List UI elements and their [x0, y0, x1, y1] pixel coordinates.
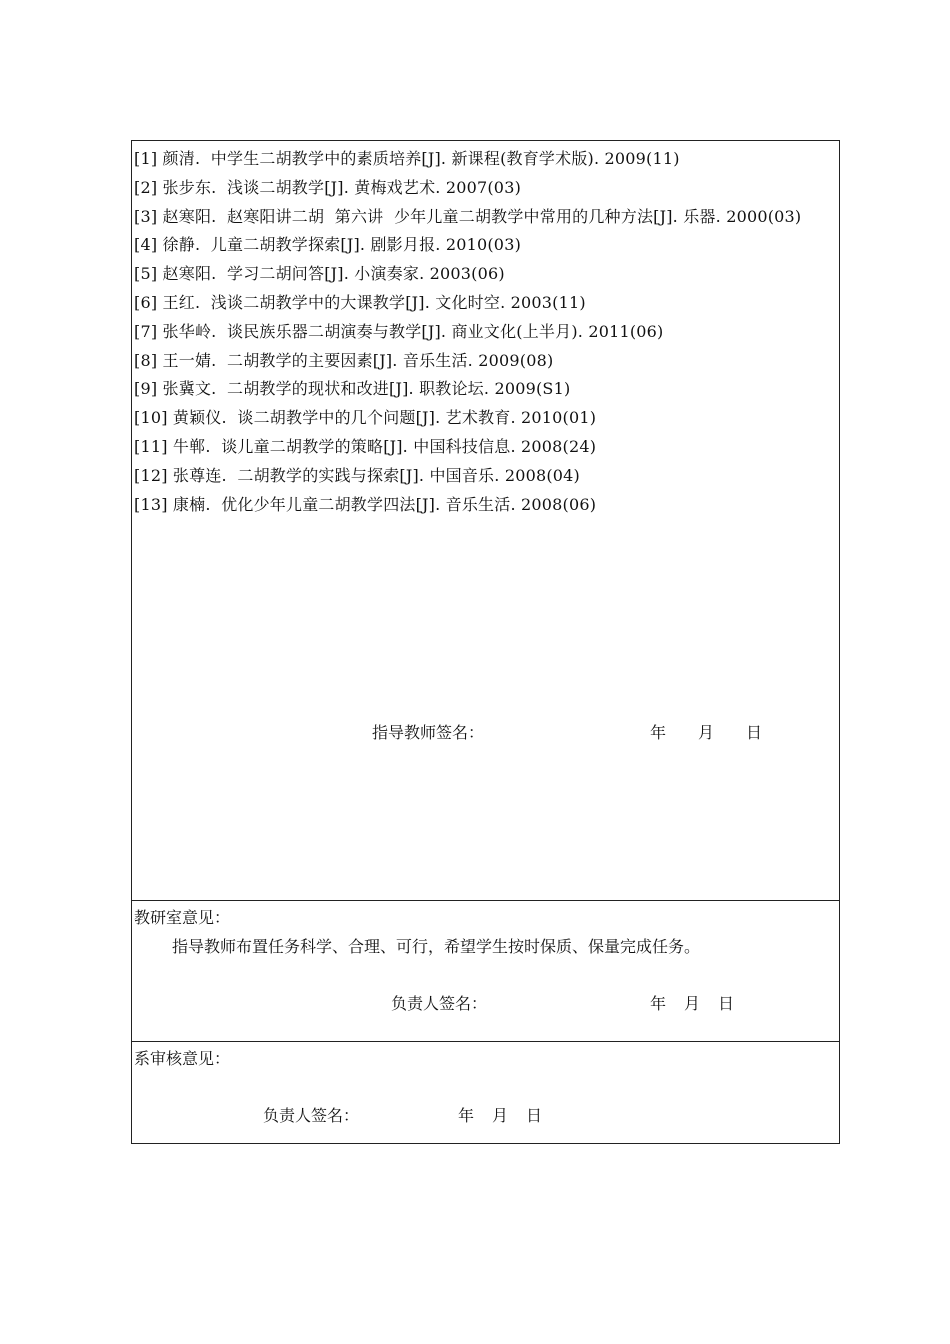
- task-form-table: [131, 140, 840, 1144]
- faculty-review-section: [132, 1042, 839, 1143]
- reference-item: [1] 颜清. 中学生二胡教学中的素质培养[J]. 新课程(教育学术版). 2009(11): [134, 149, 680, 168]
- reference-item: [6] 王红. 浅谈二胡教学中的大课教学[J]. 文化时空. 2003(11): [134, 292, 586, 312]
- faculty-date-day: 日: [526, 1106, 543, 1125]
- advisor-signature-label: 指导教师签名：: [372, 723, 485, 742]
- department-signature-label: 负责人签名：: [391, 994, 488, 1013]
- department-date-month: 月: [684, 994, 701, 1013]
- references-section: [132, 141, 839, 901]
- reference-item: [2] 张步东. 浅谈二胡教学[J]. 黄梅戏艺术. 2007(03): [134, 177, 522, 197]
- advisor-date-year: 年: [650, 723, 667, 742]
- reference-item: [7] 张华岭. 谈民族乐器二胡演奏与教学[J]. 商业文化(上半月). 2011(06): [134, 321, 664, 341]
- reference-item: [4] 徐静. 儿童二胡教学探索[J]. 剧影月报. 2010(03): [134, 235, 522, 255]
- faculty-review-heading: 系审核意见：: [134, 1049, 231, 1068]
- department-opinion-text: 指导教师布置任务科学、合理、可行，希望学生按时保质、保量完成任务。: [172, 937, 701, 956]
- reference-item: [10] 黄颖仪. 谈二胡教学中的几个问题[J]. 艺术教育. 2010(01): [134, 408, 597, 428]
- reference-item: [3] 赵寒阳. 赵寒阳讲二胡 第六讲 少年儿童二胡教学中常用的几种方法[J]. 乐器. 2000(03): [134, 206, 802, 226]
- advisor-date-day: 日: [746, 723, 763, 742]
- reference-item: [9] 张冀文. 二胡教学的现状和改进[J]. 职教论坛. 2009(S1): [134, 379, 571, 399]
- advisor-date-month: 月: [698, 723, 715, 742]
- faculty-date-year: 年: [458, 1106, 475, 1125]
- reference-item: [13] 康楠. 优化少年儿童二胡教学四法[J]. 音乐生活. 2008(06): [134, 494, 597, 514]
- faculty-date-month: 月: [492, 1106, 509, 1125]
- reference-item: [5] 赵寒阳. 学习二胡问答[J]. 小演奏家. 2003(06): [134, 264, 505, 284]
- reference-list: [132, 141, 839, 519]
- reference-item: [11] 牛郸. 谈儿童二胡教学的策略[J]. 中国科技信息. 2008(24): [134, 436, 597, 456]
- faculty-signature-label: 负责人签名：: [263, 1106, 360, 1125]
- department-opinion-heading: 教研室意见：: [134, 908, 231, 927]
- department-opinion-section: [132, 901, 839, 1042]
- reference-item: [12] 张尊连. 二胡教学的实践与探索[J]. 中国音乐. 2008(04): [134, 465, 580, 485]
- department-date-year: 年: [650, 994, 667, 1013]
- department-date-day: 日: [718, 994, 735, 1013]
- reference-item: [8] 王一婧. 二胡教学的主要因素[J]. 音乐生活. 2009(08): [134, 350, 554, 370]
